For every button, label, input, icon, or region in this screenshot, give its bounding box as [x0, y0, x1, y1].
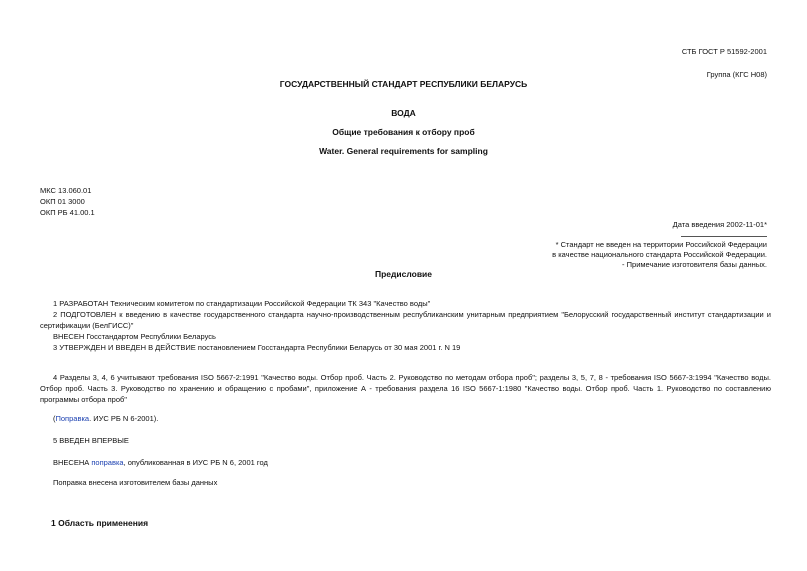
- database-note: Поправка внесена изготовителем базы данных: [53, 478, 218, 487]
- amendment-open-paren: (: [53, 414, 56, 423]
- footnote-line-1: * Стандарт не введен на территории Российской Федерации: [555, 240, 767, 249]
- item-2-text: к введению в качестве государственного стандарта научно-производственным республиканским унитарным предприятием "Белорусский государственный институт стандартизации и сертификации (БелГИСС)": [40, 310, 771, 330]
- amendment-introduced-link[interactable]: поправка: [91, 458, 124, 467]
- section-1-heading: 1 Область применения: [51, 518, 149, 528]
- okp-rb-code: ОКП РБ 41.00.1: [40, 208, 95, 217]
- item-3-prefix: 3 УТВЕРЖДЕН И ВВЕДЕН В ДЕЙСТВИЕ: [53, 343, 196, 352]
- standard-title: ГОСУДАРСТВЕННЫЙ СТАНДАРТ РЕСПУБЛИКИ БЕЛАРУСЬ: [279, 79, 528, 89]
- item-3-text: постановлением Госстандарта Республики Беларусь от 30 мая 2001 г. N 19: [195, 343, 461, 352]
- amendment-reference: . ИУС РБ N 6-2001).: [89, 414, 159, 423]
- foreword-item-4: 4 Разделы 3, 4, 6 учитывают требования ISO 5667-2:1991 "Качество воды. Отбор проб. Часть 2. Руководство по методам отбора проб"; разделы 3, 5, 7, 8 - требования ISO 5667-3:1994 "Качество воды. Отбор проб. Часть 3. Руководство по хранению и обращению с пробами", приложение А - требования раздела 16 ISO 5667-1:1980 "Качество воды. Отбор проб. Часть 1. Руководство по составлению программы отбора проб": [40, 373, 771, 404]
- mks-code: МКС 13.060.01: [40, 186, 92, 195]
- foreword-item-3: [40, 342, 771, 353]
- okp-code: ОКП 01 3000: [40, 197, 85, 206]
- amendment-link[interactable]: Поправка: [55, 414, 90, 423]
- foreword-item-2: [40, 309, 771, 331]
- amendment-introduced-prefix: ВНЕСЕНА: [53, 458, 92, 467]
- foreword-heading: Предисловие: [374, 269, 433, 279]
- footnote-line-3: - Примечание изготовителя базы данных.: [622, 260, 767, 269]
- document-title-en: Water. General requirements for sampling: [319, 146, 488, 156]
- foreword-item-5: 5 ВВЕДЕН ВПЕРВЫЕ: [53, 436, 129, 445]
- amendment-note: [40, 413, 771, 424]
- amendment-introduced-text: , опубликованная в ИУС РБ N 6, 2001 год: [123, 458, 268, 467]
- item-2-prefix: 2 ПОДГОТОВЛЕН: [53, 310, 117, 319]
- foreword-item-2b: ВНЕСЕН Госстандартом Республики Беларусь: [53, 332, 216, 341]
- document-group: Группа (КГС Н08): [706, 70, 767, 79]
- document-subject: ВОДА: [391, 108, 416, 118]
- item-1-text: Техническим комитетом по стандартизации Российской Федерации ТК 343 "Качество воды": [108, 299, 431, 308]
- intro-date: Дата введения 2002-11-01*: [672, 220, 767, 229]
- document-code: СТБ ГОСТ Р 51592-2001: [681, 47, 767, 56]
- amendment-introduced: [40, 457, 771, 468]
- foreword-item-1: [40, 298, 771, 309]
- footnote-divider: [681, 236, 767, 237]
- item-1-prefix: 1 РАЗРАБОТАН: [53, 299, 109, 308]
- footnote-line-2: в качестве национального стандарта Российской Федерации.: [552, 250, 767, 259]
- document-title-ru: Общие требования к отбору проб: [332, 127, 475, 137]
